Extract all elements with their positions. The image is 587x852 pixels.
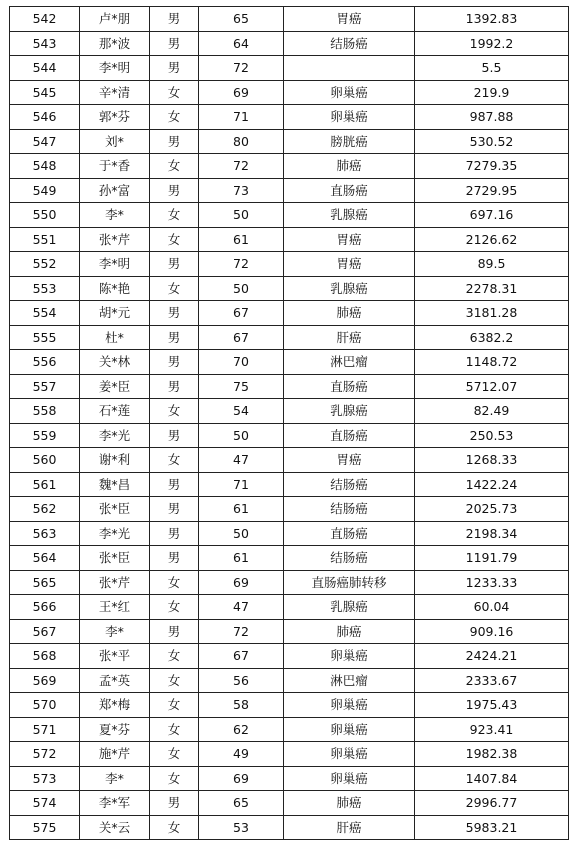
cell-serial-number: 575 <box>10 815 80 840</box>
cell-amount: 1982.38 <box>415 742 569 767</box>
cell-diagnosis: 直肠癌 <box>284 423 415 448</box>
cell-patient-name: 李*明 <box>80 56 150 81</box>
cell-sex: 男 <box>150 374 199 399</box>
cell-age: 67 <box>199 325 284 350</box>
cell-sex: 男 <box>150 546 199 571</box>
cell-amount: 923.41 <box>415 717 569 742</box>
table-row <box>10 497 569 522</box>
table-row <box>10 693 569 718</box>
cell-age: 50 <box>199 521 284 546</box>
cell-diagnosis: 乳腺癌 <box>284 203 415 228</box>
table-row <box>10 7 569 32</box>
cell-diagnosis: 结肠癌 <box>284 497 415 522</box>
cell-patient-name: 王*红 <box>80 595 150 620</box>
cell-age: 47 <box>199 448 284 473</box>
cell-diagnosis: 卵巢癌 <box>284 693 415 718</box>
cell-serial-number: 572 <box>10 742 80 767</box>
cell-diagnosis: 卵巢癌 <box>284 717 415 742</box>
table-row <box>10 203 569 228</box>
cell-amount: 2424.21 <box>415 644 569 669</box>
cell-diagnosis: 直肠癌肺转移 <box>284 570 415 595</box>
cell-serial-number: 560 <box>10 448 80 473</box>
cell-sex: 女 <box>150 154 199 179</box>
table-row <box>10 619 569 644</box>
cell-sex: 男 <box>150 325 199 350</box>
cell-age: 70 <box>199 350 284 375</box>
cell-diagnosis: 肝癌 <box>284 815 415 840</box>
cell-patient-name: 关*云 <box>80 815 150 840</box>
cell-amount: 2333.67 <box>415 668 569 693</box>
table-row <box>10 56 569 81</box>
cell-sex: 男 <box>150 619 199 644</box>
table-row <box>10 301 569 326</box>
cell-diagnosis: 淋巴瘤 <box>284 668 415 693</box>
table-row <box>10 399 569 424</box>
cell-serial-number: 571 <box>10 717 80 742</box>
cell-sex: 女 <box>150 227 199 252</box>
cell-amount: 1392.83 <box>415 7 569 32</box>
cell-patient-name: 李* <box>80 619 150 644</box>
cell-patient-name: 辛*清 <box>80 80 150 105</box>
cell-age: 50 <box>199 276 284 301</box>
cell-serial-number: 568 <box>10 644 80 669</box>
cell-age: 53 <box>199 815 284 840</box>
cell-serial-number: 561 <box>10 472 80 497</box>
cell-sex: 男 <box>150 129 199 154</box>
cell-sex: 女 <box>150 203 199 228</box>
table-body <box>10 7 569 840</box>
table-row <box>10 668 569 693</box>
cell-patient-name: 张*芹 <box>80 227 150 252</box>
cell-age: 61 <box>199 546 284 571</box>
cell-diagnosis: 乳腺癌 <box>284 595 415 620</box>
cell-diagnosis: 直肠癌 <box>284 178 415 203</box>
cell-diagnosis: 结肠癌 <box>284 472 415 497</box>
cell-amount: 250.53 <box>415 423 569 448</box>
cell-sex: 女 <box>150 766 199 791</box>
table-row <box>10 644 569 669</box>
cell-serial-number: 559 <box>10 423 80 448</box>
cell-diagnosis: 膀胱癌 <box>284 129 415 154</box>
cell-amount: 2025.73 <box>415 497 569 522</box>
cell-age: 72 <box>199 619 284 644</box>
cell-sex: 女 <box>150 742 199 767</box>
cell-amount: 1992.2 <box>415 31 569 56</box>
cell-age: 47 <box>199 595 284 620</box>
cell-serial-number: 565 <box>10 570 80 595</box>
table-row <box>10 350 569 375</box>
cell-amount: 3181.28 <box>415 301 569 326</box>
cell-patient-name: 关*林 <box>80 350 150 375</box>
cell-age: 69 <box>199 80 284 105</box>
cell-amount: 1975.43 <box>415 693 569 718</box>
cell-patient-name: 胡*元 <box>80 301 150 326</box>
table-row <box>10 154 569 179</box>
table-row <box>10 766 569 791</box>
cell-diagnosis: 结肠癌 <box>284 546 415 571</box>
cell-sex: 女 <box>150 399 199 424</box>
cell-amount: 5.5 <box>415 56 569 81</box>
table-row <box>10 448 569 473</box>
table-row <box>10 80 569 105</box>
cell-patient-name: 陈*艳 <box>80 276 150 301</box>
table-row <box>10 546 569 571</box>
cell-age: 73 <box>199 178 284 203</box>
cell-amount: 1268.33 <box>415 448 569 473</box>
cell-patient-name: 姜*臣 <box>80 374 150 399</box>
cell-sex: 男 <box>150 350 199 375</box>
cell-age: 71 <box>199 472 284 497</box>
cell-serial-number: 567 <box>10 619 80 644</box>
cell-sex: 男 <box>150 791 199 816</box>
cell-amount: 89.5 <box>415 252 569 277</box>
cell-diagnosis: 肺癌 <box>284 791 415 816</box>
cell-age: 69 <box>199 766 284 791</box>
cell-sex: 女 <box>150 570 199 595</box>
cell-serial-number: 546 <box>10 105 80 130</box>
cell-sex: 男 <box>150 7 199 32</box>
cell-serial-number: 569 <box>10 668 80 693</box>
cell-serial-number: 563 <box>10 521 80 546</box>
cell-sex: 女 <box>150 717 199 742</box>
cell-diagnosis: 结肠癌 <box>284 31 415 56</box>
cell-serial-number: 555 <box>10 325 80 350</box>
table-row <box>10 791 569 816</box>
cell-serial-number: 545 <box>10 80 80 105</box>
cell-diagnosis: 胃癌 <box>284 7 415 32</box>
cell-serial-number: 542 <box>10 7 80 32</box>
cell-patient-name: 李*光 <box>80 521 150 546</box>
table-row <box>10 717 569 742</box>
cell-patient-name: 那*波 <box>80 31 150 56</box>
cell-serial-number: 544 <box>10 56 80 81</box>
cell-age: 72 <box>199 56 284 81</box>
cell-patient-name: 刘* <box>80 129 150 154</box>
cell-amount: 5712.07 <box>415 374 569 399</box>
cell-age: 50 <box>199 203 284 228</box>
table-row <box>10 31 569 56</box>
table-row <box>10 374 569 399</box>
patient-cost-table-page <box>9 6 568 840</box>
table-row <box>10 521 569 546</box>
cell-sex: 女 <box>150 595 199 620</box>
cell-sex: 女 <box>150 448 199 473</box>
cell-diagnosis: 直肠癌 <box>284 521 415 546</box>
cell-amount: 2729.95 <box>415 178 569 203</box>
cell-age: 69 <box>199 570 284 595</box>
cell-diagnosis: 肺癌 <box>284 619 415 644</box>
cell-serial-number: 551 <box>10 227 80 252</box>
table-row <box>10 105 569 130</box>
cell-sex: 男 <box>150 472 199 497</box>
cell-diagnosis: 胃癌 <box>284 448 415 473</box>
cell-serial-number: 564 <box>10 546 80 571</box>
cell-age: 61 <box>199 227 284 252</box>
cell-age: 54 <box>199 399 284 424</box>
table-row <box>10 595 569 620</box>
cell-amount: 1407.84 <box>415 766 569 791</box>
cell-amount: 530.52 <box>415 129 569 154</box>
cell-sex: 女 <box>150 644 199 669</box>
cell-amount: 5983.21 <box>415 815 569 840</box>
table-row <box>10 276 569 301</box>
cell-sex: 女 <box>150 693 199 718</box>
table-row <box>10 252 569 277</box>
patient-cost-table <box>9 6 569 840</box>
cell-serial-number: 556 <box>10 350 80 375</box>
table-row <box>10 178 569 203</box>
cell-age: 80 <box>199 129 284 154</box>
cell-age: 64 <box>199 31 284 56</box>
cell-patient-name: 于*香 <box>80 154 150 179</box>
cell-patient-name: 谢*利 <box>80 448 150 473</box>
cell-age: 65 <box>199 7 284 32</box>
table-row <box>10 325 569 350</box>
table-row <box>10 129 569 154</box>
cell-serial-number: 566 <box>10 595 80 620</box>
cell-amount: 7279.35 <box>415 154 569 179</box>
cell-diagnosis: 卵巢癌 <box>284 644 415 669</box>
cell-sex: 男 <box>150 252 199 277</box>
cell-age: 49 <box>199 742 284 767</box>
cell-age: 65 <box>199 791 284 816</box>
cell-diagnosis: 乳腺癌 <box>284 276 415 301</box>
cell-patient-name: 李* <box>80 766 150 791</box>
cell-serial-number: 554 <box>10 301 80 326</box>
cell-amount: 909.16 <box>415 619 569 644</box>
cell-patient-name: 张*平 <box>80 644 150 669</box>
cell-patient-name: 杜* <box>80 325 150 350</box>
table-row <box>10 227 569 252</box>
cell-diagnosis: 乳腺癌 <box>284 399 415 424</box>
cell-serial-number: 570 <box>10 693 80 718</box>
cell-diagnosis: 卵巢癌 <box>284 80 415 105</box>
cell-diagnosis: 胃癌 <box>284 227 415 252</box>
cell-patient-name: 孟*英 <box>80 668 150 693</box>
cell-serial-number: 543 <box>10 31 80 56</box>
cell-sex: 男 <box>150 56 199 81</box>
cell-serial-number: 552 <box>10 252 80 277</box>
cell-sex: 男 <box>150 521 199 546</box>
cell-diagnosis: 卵巢癌 <box>284 105 415 130</box>
cell-diagnosis <box>284 56 415 81</box>
cell-serial-number: 548 <box>10 154 80 179</box>
cell-sex: 男 <box>150 178 199 203</box>
cell-patient-name: 夏*芬 <box>80 717 150 742</box>
cell-patient-name: 李*光 <box>80 423 150 448</box>
cell-amount: 2278.31 <box>415 276 569 301</box>
cell-age: 67 <box>199 644 284 669</box>
cell-age: 71 <box>199 105 284 130</box>
cell-amount: 82.49 <box>415 399 569 424</box>
cell-diagnosis: 淋巴瘤 <box>284 350 415 375</box>
cell-age: 72 <box>199 252 284 277</box>
cell-sex: 女 <box>150 276 199 301</box>
cell-patient-name: 张*芹 <box>80 570 150 595</box>
cell-amount: 1191.79 <box>415 546 569 571</box>
cell-age: 75 <box>199 374 284 399</box>
cell-age: 61 <box>199 497 284 522</box>
cell-amount: 987.88 <box>415 105 569 130</box>
cell-serial-number: 562 <box>10 497 80 522</box>
cell-amount: 1422.24 <box>415 472 569 497</box>
cell-age: 62 <box>199 717 284 742</box>
cell-serial-number: 549 <box>10 178 80 203</box>
cell-diagnosis: 直肠癌 <box>284 374 415 399</box>
cell-amount: 219.9 <box>415 80 569 105</box>
cell-sex: 男 <box>150 497 199 522</box>
cell-amount: 2126.62 <box>415 227 569 252</box>
cell-diagnosis: 卵巢癌 <box>284 766 415 791</box>
cell-serial-number: 558 <box>10 399 80 424</box>
cell-serial-number: 573 <box>10 766 80 791</box>
cell-amount: 697.16 <box>415 203 569 228</box>
cell-patient-name: 郭*芬 <box>80 105 150 130</box>
table-row <box>10 472 569 497</box>
cell-amount: 1233.33 <box>415 570 569 595</box>
cell-patient-name: 张*臣 <box>80 546 150 571</box>
cell-sex: 女 <box>150 80 199 105</box>
cell-amount: 6382.2 <box>415 325 569 350</box>
cell-serial-number: 550 <box>10 203 80 228</box>
cell-serial-number: 557 <box>10 374 80 399</box>
cell-patient-name: 张*臣 <box>80 497 150 522</box>
cell-patient-name: 郑*梅 <box>80 693 150 718</box>
cell-sex: 男 <box>150 301 199 326</box>
cell-patient-name: 施*芹 <box>80 742 150 767</box>
cell-amount: 2198.34 <box>415 521 569 546</box>
cell-age: 56 <box>199 668 284 693</box>
table-row <box>10 423 569 448</box>
table-row <box>10 570 569 595</box>
cell-patient-name: 石*莲 <box>80 399 150 424</box>
cell-patient-name: 李*明 <box>80 252 150 277</box>
cell-amount: 60.04 <box>415 595 569 620</box>
cell-age: 50 <box>199 423 284 448</box>
cell-age: 58 <box>199 693 284 718</box>
cell-sex: 女 <box>150 668 199 693</box>
cell-amount: 2996.77 <box>415 791 569 816</box>
cell-sex: 男 <box>150 423 199 448</box>
cell-patient-name: 李*军 <box>80 791 150 816</box>
cell-patient-name: 孙*富 <box>80 178 150 203</box>
cell-patient-name: 魏*昌 <box>80 472 150 497</box>
cell-serial-number: 547 <box>10 129 80 154</box>
cell-patient-name: 李* <box>80 203 150 228</box>
cell-diagnosis: 肝癌 <box>284 325 415 350</box>
cell-amount: 1148.72 <box>415 350 569 375</box>
cell-diagnosis: 胃癌 <box>284 252 415 277</box>
cell-patient-name: 卢*朋 <box>80 7 150 32</box>
cell-sex: 女 <box>150 105 199 130</box>
cell-sex: 女 <box>150 815 199 840</box>
cell-sex: 男 <box>150 31 199 56</box>
cell-diagnosis: 肺癌 <box>284 154 415 179</box>
cell-diagnosis: 卵巢癌 <box>284 742 415 767</box>
cell-age: 67 <box>199 301 284 326</box>
cell-serial-number: 553 <box>10 276 80 301</box>
cell-serial-number: 574 <box>10 791 80 816</box>
cell-age: 72 <box>199 154 284 179</box>
table-row <box>10 742 569 767</box>
cell-diagnosis: 肺癌 <box>284 301 415 326</box>
table-row <box>10 815 569 840</box>
